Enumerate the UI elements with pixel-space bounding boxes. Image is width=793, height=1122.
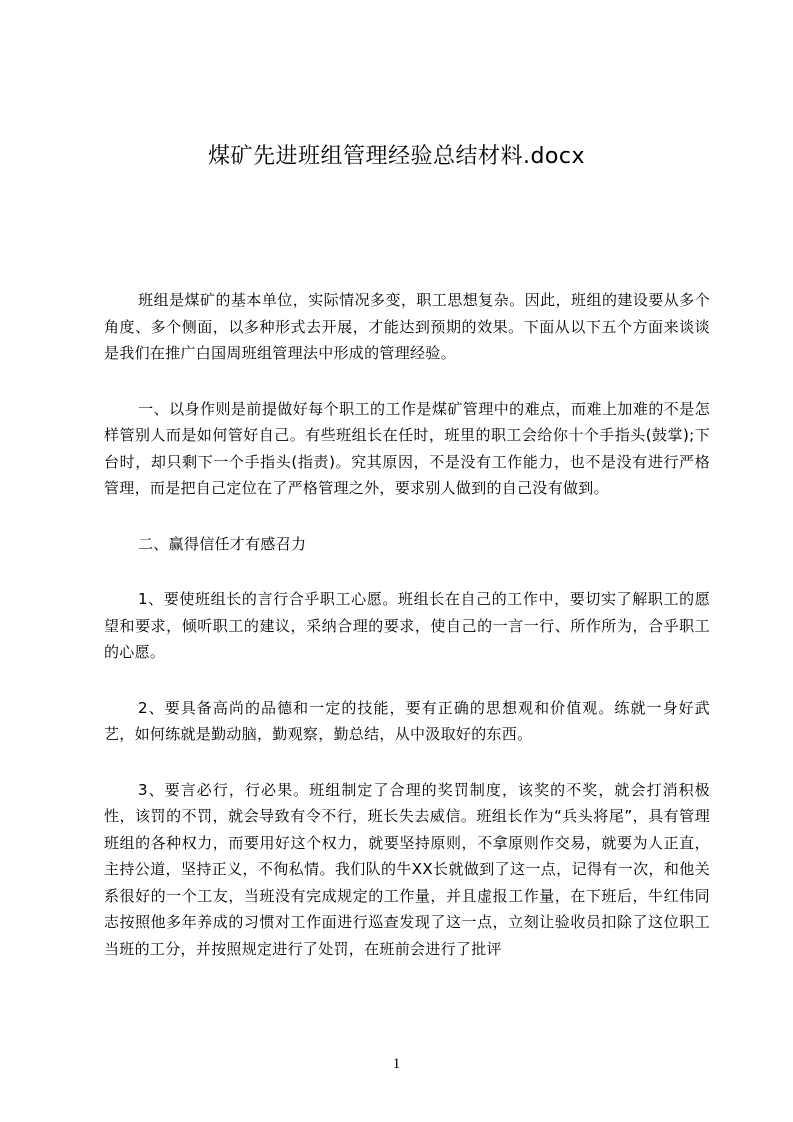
paragraph-text: 班组是煤矿的基本单位，实际情况多变，职工思想复杂。因此，班组的建设要从多个角度、多个侧面，以多种形式去开展，才能达到预期的效果。下面从以下五个方面来谈谈是我们在推广白国周班组管理法中形成的管理经验。 — [104, 291, 710, 362]
paragraph-text: 一、以身作则是前提做好每个职工的工作是煤矿管理中的难点，而难上加难的不是怎样管别人而是如何管好自己。有些班组长在任时，班里的职工会给你十个手指头(鼓掌);下台时，却只剩下一个手指头(指责)。究其原因，不是没有工作能力，也不是没有进行严格管理，而是把自己定位在了严格管理之外，要求别人做到的自己没有做到。 — [104, 399, 710, 497]
paragraph-point-1 — [104, 586, 710, 666]
paragraph-text: 3、要言必行，行必果。班组制定了合理的奖罚制度，该奖的不奖，就会打消积极性，该罚的不罚，就会导致有令不行，班长失去威信。班组长作为“兵头将尾”，具有管理班组的各种权力，而要用好这个权力，就要坚持原则，不拿原则作交易，就要为人正直，主持公道，坚持正义，不徇私情。我们队的牛XX长就做到了这一点，记得有一次，和他关系很好的一个工友，当班没有完成规定的工作量，并且虚报工作量，在下班后，牛红伟同志按照他多年养成的习惯对工作面进行巡查发现了这一点，立刻让验收员扣除了这位职工当班的工分，并按照规定进行了处罚，在班前会进行了批评 — [104, 780, 710, 958]
paragraph-intro — [104, 287, 710, 367]
heading-text: 二、赢得信任才有感召力 — [138, 534, 307, 553]
paragraph-point-3 — [104, 777, 710, 963]
section-heading-trust — [104, 531, 710, 558]
paragraph-point-2 — [104, 695, 710, 748]
document-body — [104, 287, 710, 991]
page-number: 1 — [392, 1056, 401, 1072]
paragraph-text: 2、要具备高尚的品德和一定的技能，要有正确的思想观和价值观。练就一身好武艺，如何练就是勤动脑，勤观察，勤总结，从中汲取好的东西。 — [104, 698, 710, 743]
paragraph-text: 1、要使班组长的言行合乎职工心愿。班组长在自己的工作中，要切实了解职工的愿望和要求，倾听职工的建议，采纳合理的要求，使自己的一言一行、所作所为，合乎职工的心愿。 — [104, 590, 710, 661]
document-title: 煤矿先进班组管理经验总结材料.docx — [207, 144, 586, 169]
paragraph-lead-by-example — [104, 396, 710, 502]
